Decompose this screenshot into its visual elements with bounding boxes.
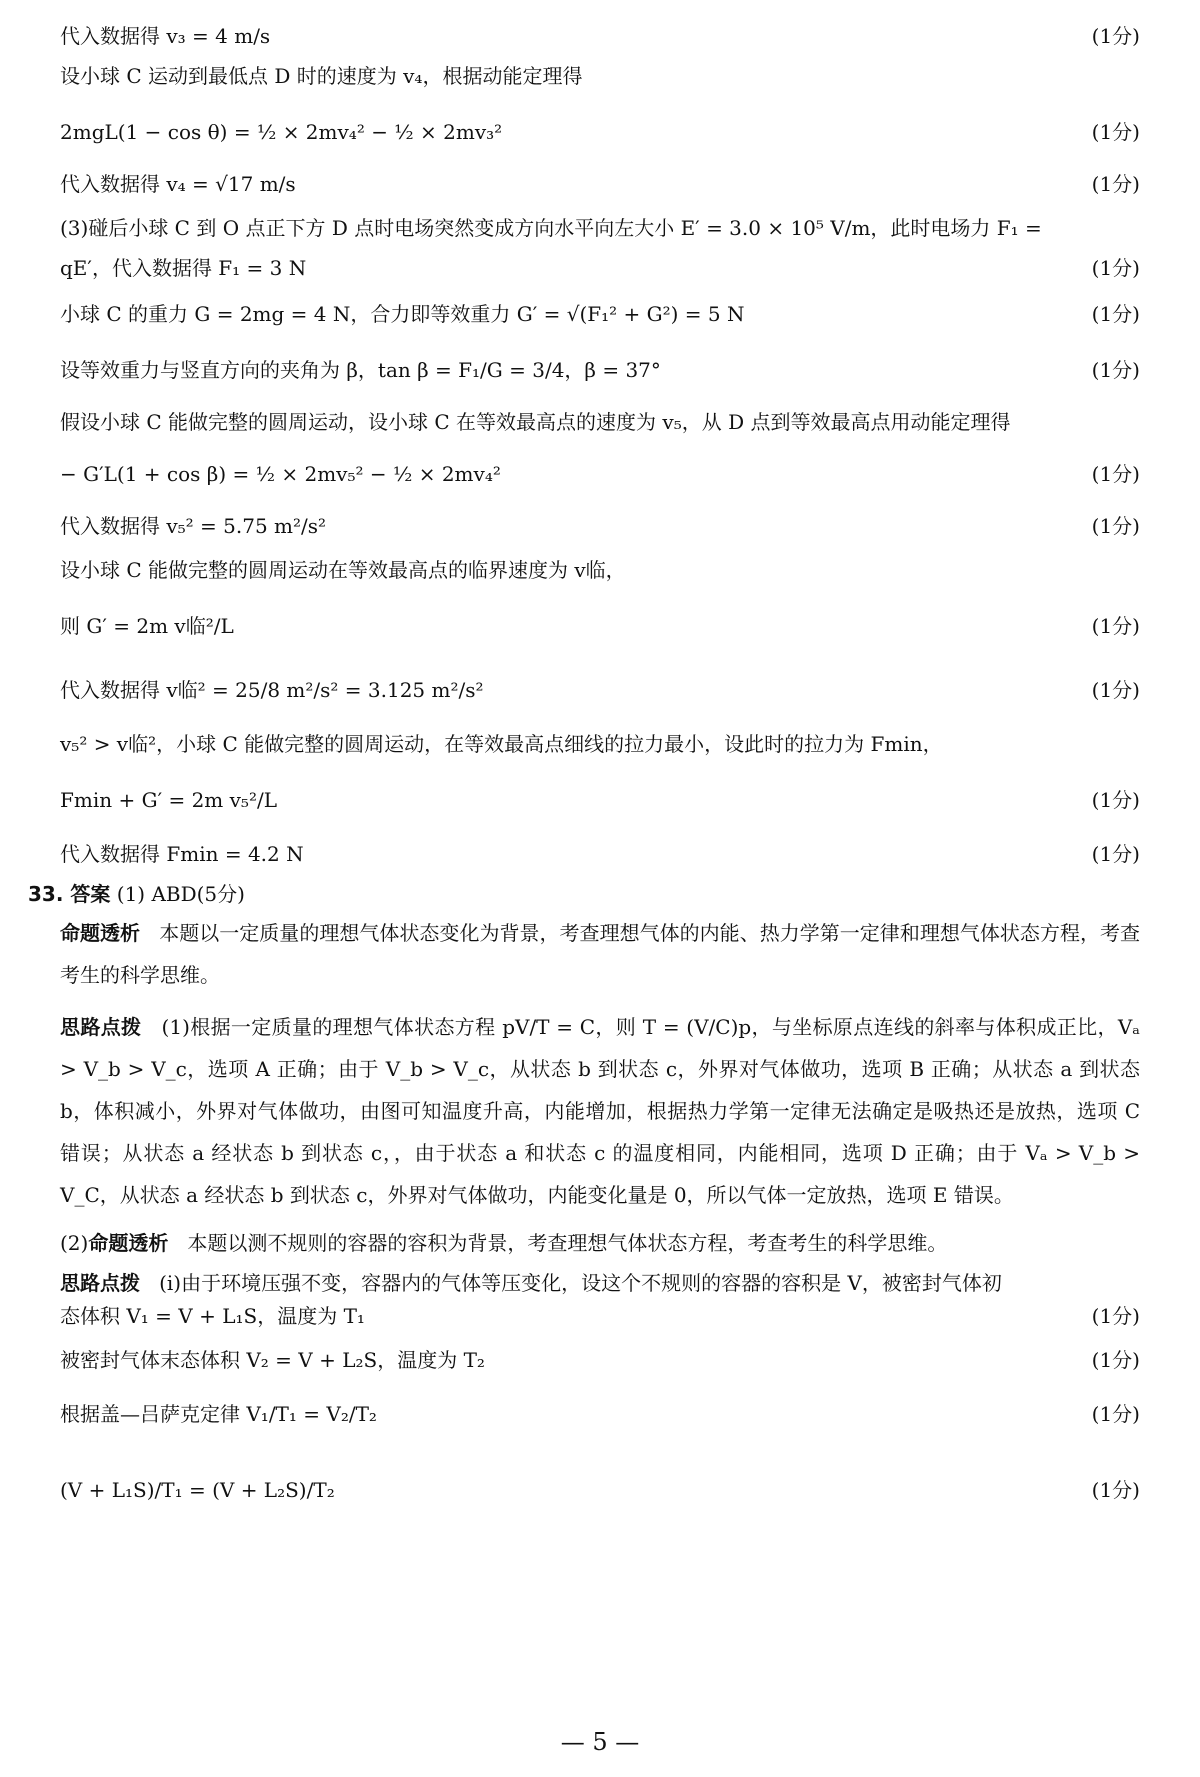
line-text: 小球 C 的重力 G = 2mg = 4 N，合力即等效重力 G′ = √(F₁² + G²) = 5 N [60, 302, 745, 326]
line-critical-eq [60, 612, 1140, 640]
line-gay-lussac [60, 1400, 1140, 1428]
line-final-eq [60, 1476, 1140, 1504]
silu-text: (1)根据一定质量的理想气体状态方程 pV/T = C，则 T = (V/C)p，与坐标原点连线的斜率与体积成正比，Vₐ > V_b > V_c，选项 A 正确；由于 V_b > V_c，从状态 b 到状态 c，外界对气体做功，选项 B 正确；从状态 a 到状态 b，体积减小，外界对气体做功，由图可知温度升高，内能增加，根据热力学第一定律无法确定是吸热还是放热，选项 C 错误；从状态 a 经状态 b 到状态 c，，由于状态 a 和状态 c 的温度相同，内能相同，选项 D 正确；由于 Vₐ > V_b > V_C，从状态 a 经状态 b 到状态 c，外界对气体做功，内能变化量是 0，所以气体一定放热，选项 E 错误。 [60, 1015, 1141, 1207]
score: (1分) [1091, 614, 1140, 638]
line-f1 [60, 254, 1140, 282]
line-text: 代入数据得 v₅² = 5.75 m²/s² [60, 514, 327, 538]
line-state1 [60, 1302, 1140, 1330]
line-fmin-eq [60, 786, 1140, 814]
line-text: v₅² > v临²，小球 C 能做完整的圆周运动，在等效最高点细线的拉力最小，设此时的拉力为 Fmin， [60, 732, 943, 756]
score: (1分) [1091, 24, 1140, 48]
line-v3 [60, 22, 1140, 50]
line-gravity [60, 300, 1140, 328]
line-text: qE′，代入数据得 F₁ = 3 N [60, 256, 307, 280]
page-number: — 5 — [560, 1728, 640, 1756]
equation: − G′L(1 + cos β) = ½ × 2mv₅² − ½ × 2mv₄² [60, 462, 501, 486]
line-energy-eq-2 [60, 460, 1140, 488]
line-text: 假设小球 C 能做完整的圆周运动，设小球 C 在等效最高点的速度为 v₅，从 D 点到等效最高点用动能定理得 [60, 410, 1011, 434]
mingti-text: 本题以一定质量的理想气体状态变化为背景，考查理想气体的内能、热力学第一定律和理想气体状态方程，考查考生的科学思维。 [60, 921, 1141, 987]
score: (1分) [1091, 788, 1140, 812]
q33-p2-silu [60, 1262, 1140, 1304]
line-assume [60, 408, 1140, 436]
q33-silu [60, 1006, 1140, 1216]
label-mingti: 命题透析 [60, 921, 141, 945]
label-mingti-2: 命题透析 [88, 1231, 169, 1255]
line-text: 设小球 C 运动到最低点 D 时的速度为 v₄，根据动能定理得 [60, 64, 583, 88]
q33-p2-mingti [60, 1222, 1140, 1264]
line-critical-intro [60, 556, 1140, 584]
line-fmin-result [60, 840, 1140, 868]
equation: (V + L₁S)/T₁ = (V + L₂S)/T₂ [60, 1478, 335, 1502]
p2-mingti-text: 本题以测不规则的容器的容积为背景，考查理想气体状态方程，考查考生的科学思维。 [187, 1231, 948, 1255]
line-v4-intro [60, 62, 1140, 90]
line-text: 被密封气体末态体积 V₂ = V + L₂S，温度为 T₂ [60, 1348, 485, 1372]
line-angle [60, 356, 1140, 384]
score: (1分) [1091, 1304, 1140, 1328]
line-text: 根据盖—吕萨克定律 V₁/T₁ = V₂/T₂ [60, 1402, 377, 1426]
score: (1分) [1091, 358, 1140, 382]
score: (1分) [1091, 1478, 1140, 1502]
p2-silu-text: (ⅰ)由于环境压强不变，容器内的气体等压变化，设这个不规则的容器的容积是 V，被密封气体初 [159, 1271, 1002, 1295]
line-text: 代入数据得 v₃ = 4 m/s [60, 24, 271, 48]
score: (1分) [1091, 172, 1140, 196]
score: (1分) [1091, 842, 1140, 866]
score: (1分) [1091, 462, 1140, 486]
line-text: 设小球 C 能做完整的圆周运动在等效最高点的临界速度为 v临， [60, 558, 626, 582]
label-silu-2: 思路点拨 [60, 1271, 140, 1295]
label-silu: 思路点拨 [60, 1015, 142, 1039]
q33-header [28, 880, 1140, 908]
line-state2 [60, 1346, 1140, 1374]
line-v5 [60, 512, 1140, 540]
q33-number: 33. 答案 [28, 882, 111, 906]
score: (1分) [1091, 678, 1140, 702]
line-critical-value [60, 676, 1140, 704]
line-text: (3)碰后小球 C 到 O 点正下方 D 点时电场突然变成方向水平向左大小 E′ = 3.0 × 10⁵ V/m，此时电场力 F₁ = [60, 216, 1042, 240]
line-text: 代入数据得 Fmin = 4.2 N [60, 842, 304, 866]
score: (1分) [1091, 1348, 1140, 1372]
line-v4-result [60, 170, 1140, 198]
line-text: 代入数据得 v临² = 25/8 m²/s² = 3.125 m²/s² [60, 678, 484, 702]
line-text: 代入数据得 v₄ = √17 m/s [60, 172, 296, 196]
score: (1分) [1091, 514, 1140, 538]
line-part3-intro [60, 214, 1140, 242]
score: (1分) [1091, 256, 1140, 280]
line-energy-eq-1 [60, 118, 1140, 146]
score: (1分) [1091, 302, 1140, 326]
score: (1分) [1091, 1402, 1140, 1426]
line-text: 态体积 V₁ = V + L₁S，温度为 T₁ [60, 1304, 365, 1328]
q33-mingti [60, 912, 1140, 996]
line-text: 设等效重力与竖直方向的夹角为 β，tan β = F₁/G = 3/4，β = 37° [60, 358, 661, 382]
q33-answer: (1) ABD(5分) [116, 882, 245, 906]
p2-prefix: (2) [60, 1231, 89, 1255]
line-compare [60, 730, 1140, 758]
equation: 则 G′ = 2m v临²/L [60, 614, 234, 638]
score: (1分) [1091, 120, 1140, 144]
equation: Fmin + G′ = 2m v₅²/L [60, 788, 277, 812]
equation: 2mgL(1 − cos θ) = ½ × 2mv₄² − ½ × 2mv₃² [60, 120, 503, 144]
